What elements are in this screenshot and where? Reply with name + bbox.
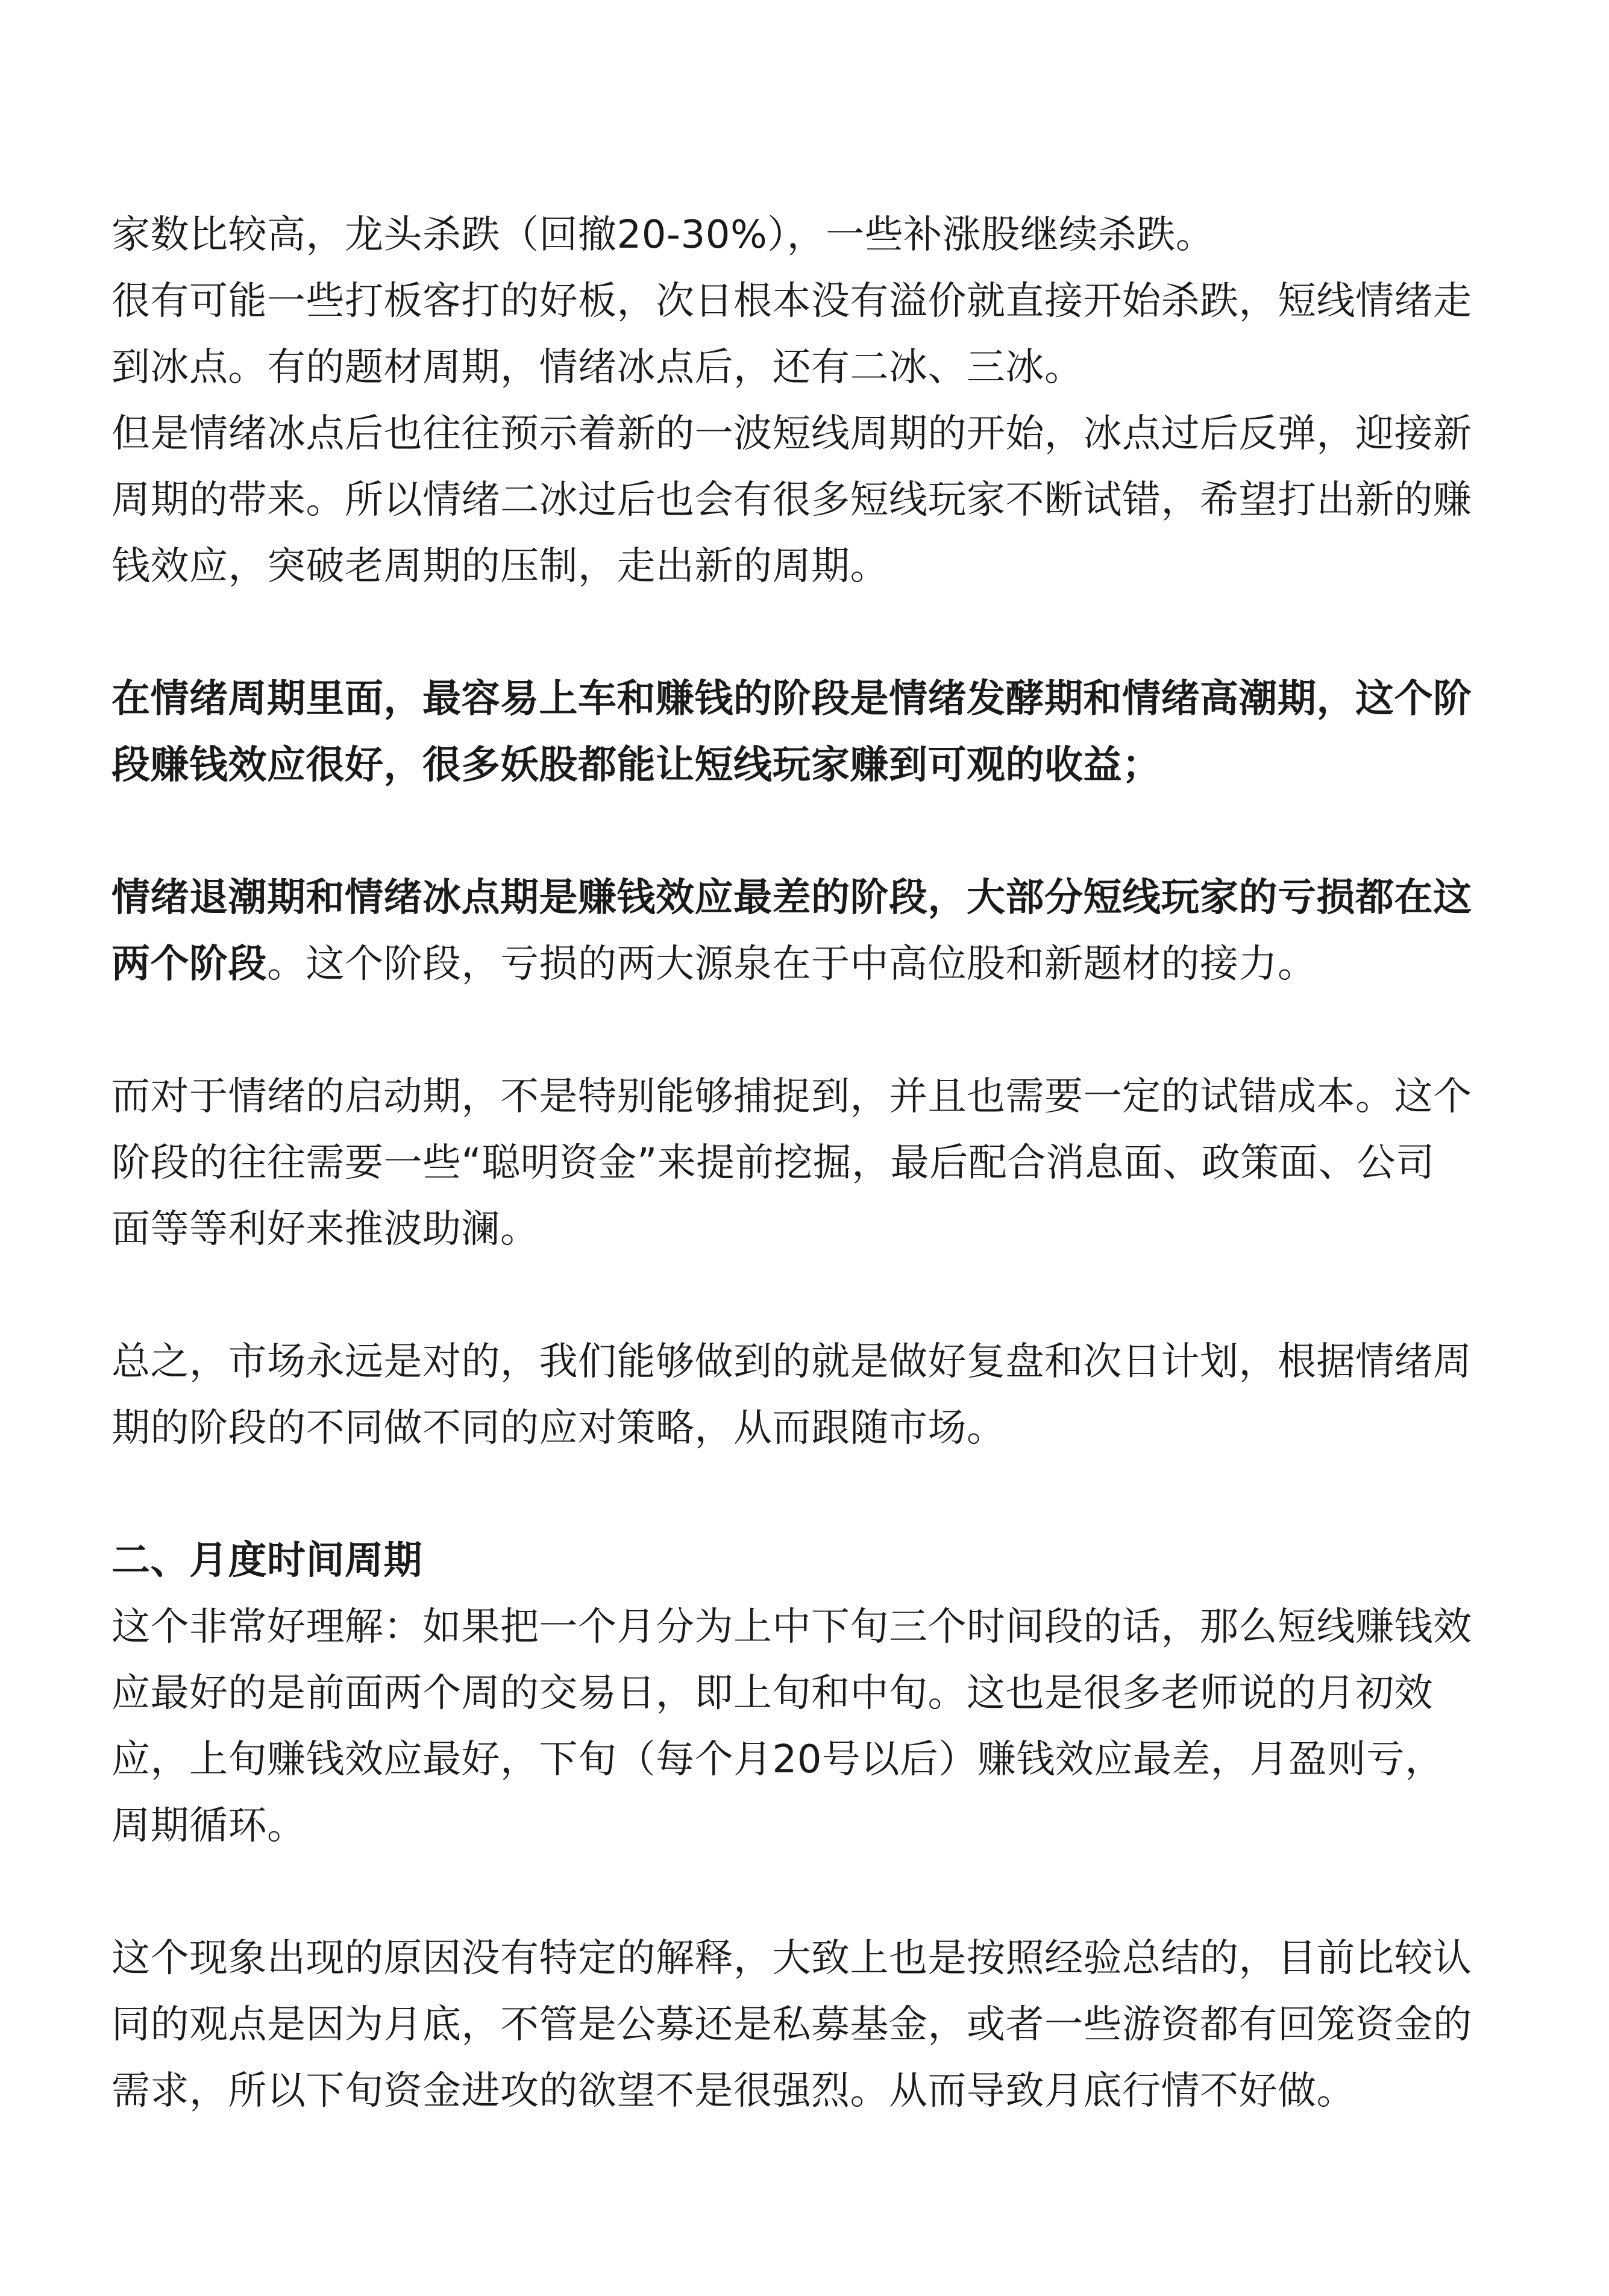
- text-line: 到冰点。有的题材周期，情绪冰点后，还有二冰、三冰。: [111, 345, 1084, 390]
- text-line: 周期循环。: [111, 1804, 306, 1848]
- text-line: 总之，市场永远是对的，我们能够做到的就是做好复盘和次日计划，根据情绪周: [111, 1340, 1472, 1384]
- paragraph-gap: [111, 1859, 1498, 1925]
- text-line: 应，上旬赚钱效应最好，下旬（每个月20号以后）赚钱效应最差，月盈则亏，: [111, 1737, 1444, 1782]
- text-line: 期的阶段的不同做不同的应对策略，从而跟随市场。: [111, 1406, 1006, 1451]
- text-line: 很有可能一些打板客打的好板，次日根本没有溢价就直接开始杀跌，短线情绪走: [111, 279, 1472, 324]
- bold-phrase: 两个阶段: [111, 942, 267, 986]
- text-line: 同的观点是因为月底，不管是公募还是私募基金，或者一些游资都有回笼资金的: [111, 2003, 1472, 2047]
- text-line: 需求，所以下旬资金进攻的欲望不是很强烈。从而导致月底行情不好做。: [111, 2069, 1355, 2113]
- paragraph-gap: [111, 997, 1498, 1064]
- section-heading: 二、月度时间周期: [111, 1539, 422, 1583]
- text-line: 阶段的往往需要一些“聪明资金”来提前挖掘，最后配合消息面、政策面、公司: [111, 1141, 1435, 1185]
- text-line: 面等等利好来推波助澜。: [111, 1207, 539, 1252]
- bold-text-line: 情绪退潮期和情绪冰点期是赚钱效应最差的阶段，大部分短线玩家的亏损都在这: [111, 876, 1472, 920]
- text-line: 应最好的是前面两个周的交易日，即上旬和中旬。这也是很多老师说的月初效: [111, 1671, 1433, 1716]
- text-line: 这个非常好理解：如果把一个月分为上中下旬三个时间段的话，那么短线赚钱效: [111, 1605, 1472, 1649]
- paragraph-gap: [111, 1262, 1498, 1329]
- text-line: 周期的带来。所以情绪二冰过后也会有很多短线玩家不断试错，希望打出新的赚: [111, 478, 1472, 522]
- document-body: [111, 202, 1498, 2124]
- text-line: 而对于情绪的启动期，不是特别能够捕捉到，并且也需要一定的试错成本。这个: [111, 1074, 1472, 1119]
- text-phrase: 。这个阶段，亏损的两大源泉在于中高位股和新题材的接力。: [267, 942, 1317, 986]
- text-line: 家数比较高，龙头杀跌（回撤20-30%），一些补涨股继续杀跌。: [111, 213, 1215, 257]
- text-line: 钱效应，突破老周期的压制，走出新的周期。: [111, 544, 889, 589]
- text-line: 这个现象出现的原因没有特定的解释，大致上也是按照经验总结的，目前比较认: [111, 1936, 1472, 1981]
- paragraph-gap: [111, 798, 1498, 865]
- paragraph-gap: [111, 1461, 1498, 1528]
- bold-text-line: 在情绪周期里面，最容易上车和赚钱的阶段是情绪发酵期和情绪高潮期，这个阶: [111, 677, 1472, 721]
- text-line-mixed: [111, 931, 1498, 997]
- paragraph-gap: [111, 600, 1498, 666]
- text-line: 但是情绪冰点后也往往预示着新的一波短线周期的开始，冰点过后反弹，迎接新: [111, 412, 1472, 456]
- bold-text-line: 段赚钱效应很好，很多妖股都能让短线玩家赚到可观的收益；: [111, 743, 1161, 788]
